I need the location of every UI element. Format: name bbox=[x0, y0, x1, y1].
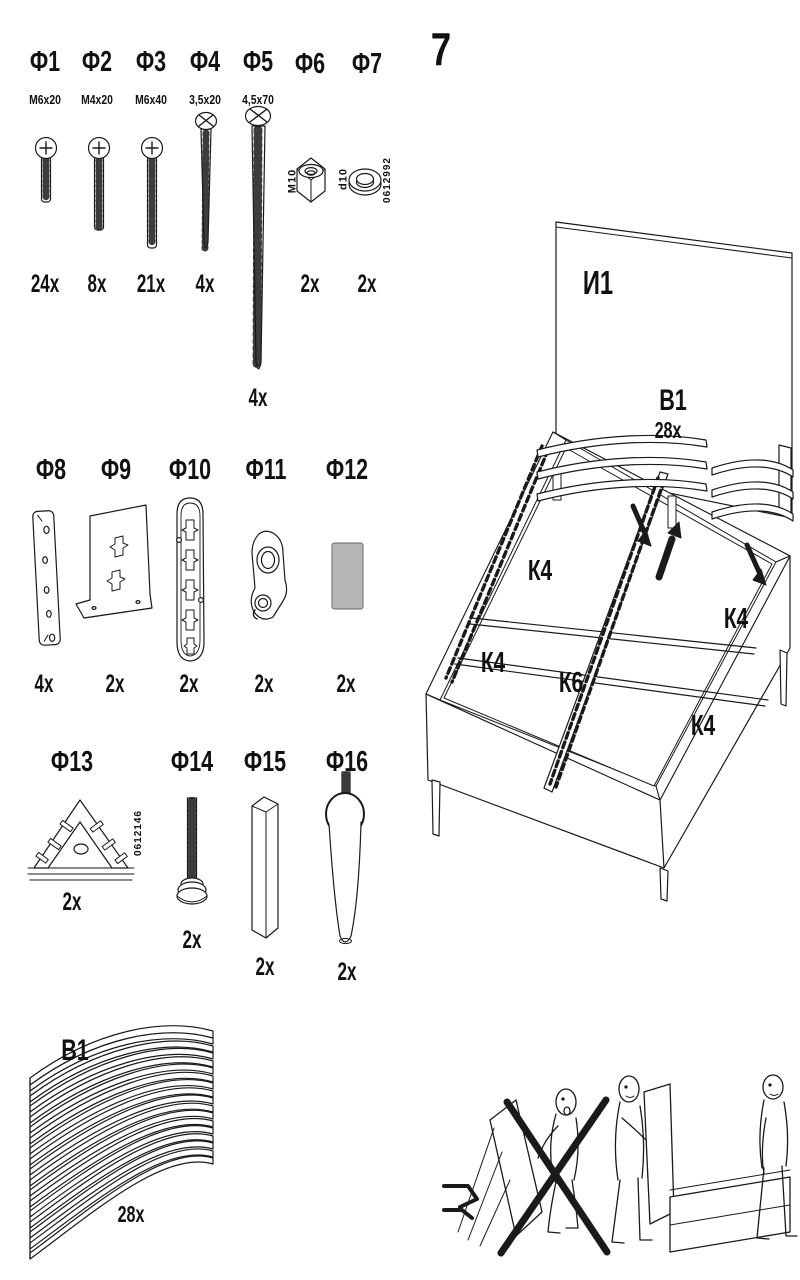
carrying-warning-illustration bbox=[444, 1075, 797, 1253]
part-qty-f3: 21x bbox=[136, 270, 166, 298]
slotted-strip-icon bbox=[177, 498, 204, 661]
part-id-f9: Ф9 bbox=[100, 454, 132, 486]
screw-m4x20-icon bbox=[89, 138, 110, 231]
slat-stack-label: В1 bbox=[61, 1034, 89, 1067]
slat-stack-qty: 28x bbox=[117, 1201, 145, 1227]
part-qty-f15: 2x bbox=[255, 953, 275, 981]
part-size-f5: 4,5x70 bbox=[242, 92, 274, 107]
washer-marking: d10 bbox=[337, 168, 350, 190]
screw-m6x40-icon bbox=[142, 138, 163, 249]
part-id-f11: Ф11 bbox=[245, 454, 287, 486]
part-id-f13: Ф13 bbox=[50, 746, 94, 778]
wood-screw-4-5x70-icon bbox=[246, 107, 271, 370]
part-qty-f9: 2x bbox=[105, 670, 125, 698]
corner-bracket-code: 0612146 bbox=[133, 810, 144, 856]
part-qty-f10: 2x bbox=[179, 670, 199, 698]
washer-d10-icon bbox=[349, 169, 381, 195]
part-id-f12: Ф12 bbox=[325, 454, 369, 486]
part-qty-f1: 24x bbox=[30, 270, 60, 298]
part-id-f4: Ф4 bbox=[189, 46, 221, 78]
part-qty-f11: 2x bbox=[254, 670, 274, 698]
part-size-f3: M6x40 bbox=[135, 92, 167, 107]
hook-bracket-icon bbox=[251, 531, 286, 619]
bed-slats-qty: 28x bbox=[654, 417, 682, 443]
page-number: 7 bbox=[430, 23, 452, 75]
l-bracket-icon bbox=[76, 505, 152, 618]
part-id-f6: Ф6 bbox=[294, 48, 326, 80]
part-size-f1: M6x20 bbox=[29, 92, 61, 107]
bed-slats-label: В1 bbox=[659, 384, 687, 417]
part-id-f1: Ф1 bbox=[29, 46, 61, 78]
part-qty-f13: 2x bbox=[62, 888, 82, 916]
felt-pad-icon bbox=[332, 543, 363, 609]
bed-assembly-drawing bbox=[426, 222, 793, 901]
part-id-f7: Ф7 bbox=[351, 48, 383, 80]
screw-m6x20-icon bbox=[36, 138, 57, 203]
part-qty-f7: 2x bbox=[357, 270, 377, 298]
correct-carry-scene bbox=[612, 1075, 797, 1252]
part-qty-f12: 2x bbox=[336, 670, 356, 698]
part-id-f3: Ф3 bbox=[135, 46, 167, 78]
wood-screw-3-5x20-icon bbox=[196, 113, 217, 249]
corner-bracket-icon bbox=[28, 800, 134, 880]
part-id-f2: Ф2 bbox=[81, 46, 113, 78]
square-leg-icon bbox=[252, 797, 278, 938]
part-qty-f6: 2x bbox=[300, 270, 320, 298]
flat-plate-icon bbox=[33, 511, 61, 646]
rail-label-k4-2: К4 bbox=[480, 647, 506, 679]
part-id-f5: Ф5 bbox=[242, 46, 274, 78]
part-qty-f5: 4x bbox=[248, 384, 268, 412]
threaded-rod-foot-icon bbox=[177, 798, 207, 904]
headboard-label: И1 bbox=[582, 264, 614, 301]
part-qty-f4: 4x bbox=[195, 270, 215, 298]
part-qty-f8: 4x bbox=[34, 670, 54, 698]
part-size-f4: 3,5x20 bbox=[189, 92, 221, 107]
rail-label-k4-4: К4 bbox=[690, 710, 716, 742]
washer-code: 0612992 bbox=[382, 157, 393, 203]
rail-label-k4-1: К4 bbox=[527, 555, 553, 587]
part-qty-f16: 2x bbox=[337, 958, 357, 986]
nut-marking: M10 bbox=[286, 168, 299, 194]
part-id-f16: Ф16 bbox=[325, 746, 369, 778]
part-id-f10: Ф10 bbox=[168, 454, 212, 486]
part-id-f8: Ф8 bbox=[35, 454, 67, 486]
rail-label-k4-3: К4 bbox=[723, 603, 749, 635]
nut-m10-icon bbox=[297, 158, 325, 202]
part-qty-f14: 2x bbox=[182, 926, 202, 954]
round-leg-icon bbox=[326, 772, 364, 944]
part-size-f2: M4x20 bbox=[81, 92, 113, 107]
part-id-f14: Ф14 bbox=[170, 746, 214, 778]
part-id-f15: Ф15 bbox=[243, 746, 287, 778]
part-qty-f2: 8x bbox=[87, 270, 107, 298]
center-rail-label: К6 bbox=[558, 667, 584, 699]
